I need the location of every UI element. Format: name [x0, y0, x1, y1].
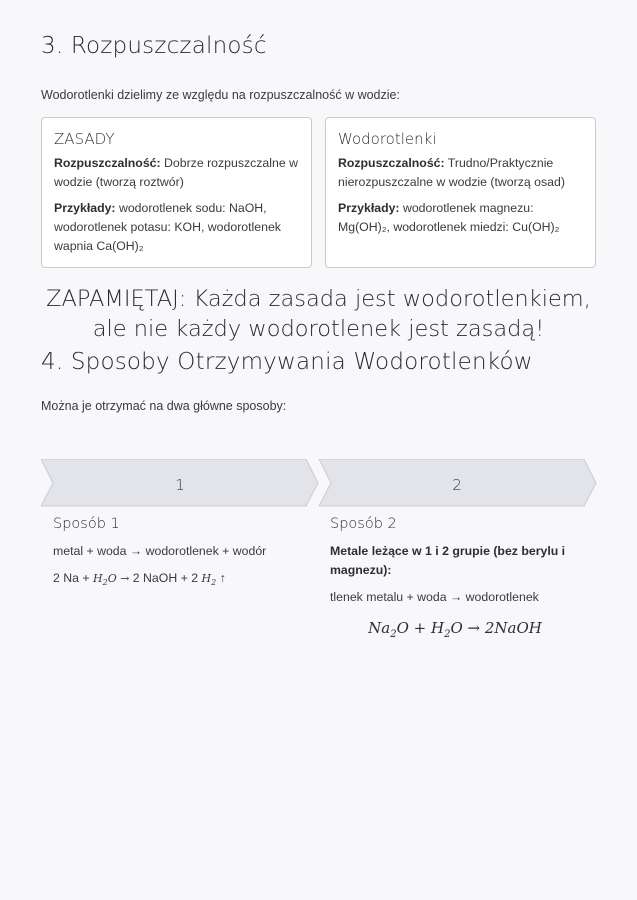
examples-text: wodorotlenek magnezu: Mg(OH)₂, wodorotlenek miedzi: Cu(OH)₂	[338, 201, 560, 234]
solubility-cards	[41, 117, 596, 268]
method-title: Sposób 1	[53, 516, 120, 532]
card-title: ZASADY	[54, 130, 115, 148]
card-bases	[41, 117, 312, 268]
section-3-intro: Wodorotlenki dzielimy ze względu na rozpuszczalność w wodzie:	[41, 88, 400, 102]
method-2-equation: $Na_2O + H_2O$ → 2NaOH	[368, 619, 542, 640]
method-1-line: metal + woda → wodorotlenek + wodór	[53, 544, 267, 558]
step-arrows	[41, 459, 597, 507]
hydrogen-formula: $H_2$	[201, 572, 217, 588]
method-2-condition: Metale leżące w 1 i 2 grupie (bez berylu i magnezu):	[330, 544, 566, 577]
section-4-intro: Można je otrzymać na dwa główne sposoby:	[41, 399, 287, 413]
solubility-label: Rozpuszczalność:	[338, 156, 445, 170]
method-2	[330, 516, 580, 640]
reaction-arrow: →	[120, 572, 130, 585]
card-examples	[54, 199, 299, 256]
step-2-label: 2	[452, 476, 462, 494]
examples-label: Przykłady:	[338, 201, 400, 215]
equation-part: 2 Na +	[53, 571, 93, 585]
card-solubility	[54, 154, 299, 192]
method-1	[53, 516, 303, 600]
solubility-text: Trudno/Praktycznie nierozpuszczalne w wodzie (tworzą osad)	[338, 156, 565, 189]
method-title: Sposób 2	[330, 516, 397, 532]
equation-part: 2 NaOH + 2	[129, 571, 202, 585]
method-1-equation	[53, 569, 303, 592]
remember-line-1: ZAPAMIĘTAJ: Każda zasada jest wodorotlenkiem,	[46, 286, 591, 312]
card-solubility	[338, 154, 583, 192]
water-formula: $H_2O$	[93, 572, 117, 588]
card-hydroxides	[325, 117, 596, 268]
section-4-title: 4. Sposoby Otrzymywania Wodorotlenków	[41, 349, 533, 375]
method-2-line: tlenek metalu + woda → wodorotlenek	[330, 590, 539, 604]
examples-text: wodorotlenek sodu: NaOH, wodorotlenek potasu: KOH, wodorotlenek wapnia Ca(OH)₂	[54, 201, 281, 253]
remember-callout	[0, 284, 637, 344]
examples-label: Przykłady:	[54, 201, 116, 215]
gas-arrow-icon: ↑	[219, 571, 226, 585]
remember-line-2: ale nie każdy wodorotlenek jest zasadą!	[92, 316, 545, 342]
solubility-text: Dobrze rozpuszczalne w wodzie (tworzą roztwór)	[54, 156, 298, 189]
step-1-label: 1	[175, 476, 185, 494]
solubility-label: Rozpuszczalność:	[54, 156, 161, 170]
section-3-title: 3. Rozpuszczalność	[41, 33, 267, 59]
card-examples	[338, 199, 583, 237]
card-title: Wodorotlenki	[338, 130, 437, 148]
